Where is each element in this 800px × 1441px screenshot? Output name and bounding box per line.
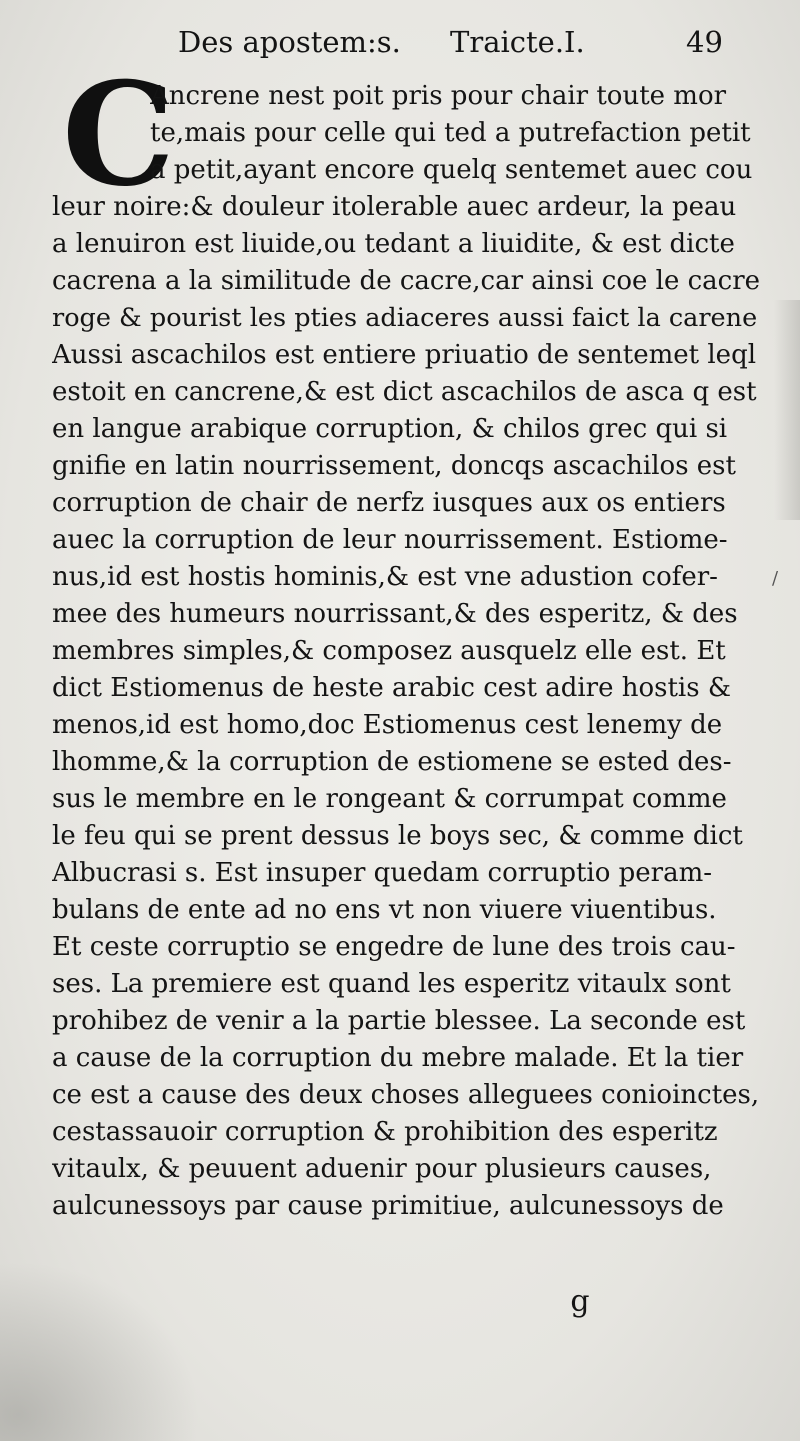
text-line: Et ceste corruptio se engedre de lune des trois cau- <box>52 932 736 962</box>
text-line: te,mais pour celle qui ted a putrefaction petit <box>150 118 751 148</box>
text-line: membres simples,& composez ausquelz elle est. Et <box>52 636 726 666</box>
signature-mark: g <box>570 1284 590 1319</box>
text-line: corruption de chair de nerfz iusques aux os entiers <box>52 488 726 518</box>
text-line: ses. La premiere est quand les esperitz vitaulx sont <box>52 969 731 999</box>
margin-stroke: / <box>772 568 779 589</box>
text-line: Aussi ascachilos est entiere priuatio de sentemet leql <box>52 340 757 370</box>
text-line: sus le membre en le rongeant & corrumpat comme <box>52 784 727 814</box>
drop-cap: C <box>62 52 176 218</box>
text-line: gnifie en latin nourrissement, doncqs ascachilos est <box>52 451 736 481</box>
text-line: Ancrene nest poit pris pour chair toute mor <box>150 81 727 111</box>
text-line: a petit,ayant encore quelq sentemet auec cou <box>150 155 753 185</box>
text-line: a cause de la corruption du mebre malade. Et la tier <box>52 1043 744 1073</box>
running-title: Des apostem:s. <box>178 25 401 59</box>
text-line: cestassauoir corruption & prohibition des esperitz <box>52 1117 718 1147</box>
text-line: nus,id est hostis hominis,& est vne adustion cofer- <box>52 562 718 592</box>
text-line: bulans de ente ad no ens vt non viuere viuentibus. <box>52 895 717 925</box>
text-line: dict Estiomenus de heste arabic cest adire hostis & <box>52 673 731 703</box>
text-line: leur noire:& douleur itolerable auec ardeur, la peau <box>52 192 737 222</box>
text-line: lhomme,& la corruption de estiomene se ested des- <box>52 747 732 777</box>
folio-number: 49 <box>686 25 723 59</box>
page-header <box>178 20 758 64</box>
text-line: estoit en cancrene,& est dict ascachilos de asca q est <box>52 377 757 407</box>
text-line: vitaulx, & peuuent aduenir pour plusieurs causes, <box>52 1154 712 1184</box>
page-edge-shadow <box>774 300 800 520</box>
text-line: auec la corruption de leur nourrissement. Estiome- <box>52 525 728 555</box>
text-line: menos,id est homo,doc Estiomenus cest lenemy de <box>52 710 723 740</box>
treatise-label: Traicte.I. <box>450 25 585 59</box>
text-line: le feu qui se prent dessus le boys sec, & comme dict <box>52 821 743 851</box>
text-line: roge & pourist les pties adiaceres aussi faict la carene <box>52 303 758 333</box>
page-stain <box>0 1261 200 1441</box>
text-line: en langue arabique corruption, & chilos grec qui si <box>52 414 728 444</box>
text-line: aulcunessoys par cause primitiue, aulcunessoys de <box>52 1191 724 1221</box>
text-line: ce est a cause des deux choses alleguees conioinctes, <box>52 1080 760 1110</box>
text-line: cacrena a la similitude de cacre,car ainsi coe le cacre <box>52 266 761 296</box>
text-line: a lenuiron est liuide,ou tedant a liuidite, & est dicte <box>52 229 735 259</box>
text-line: Albucrasi s. Est insuper quedam corruptio peram- <box>52 858 713 888</box>
text-line: prohibez de venir a la partie blessee. La seconde est <box>52 1006 746 1036</box>
text-line: mee des humeurs nourrissant,& des esperitz, & des <box>52 599 738 629</box>
